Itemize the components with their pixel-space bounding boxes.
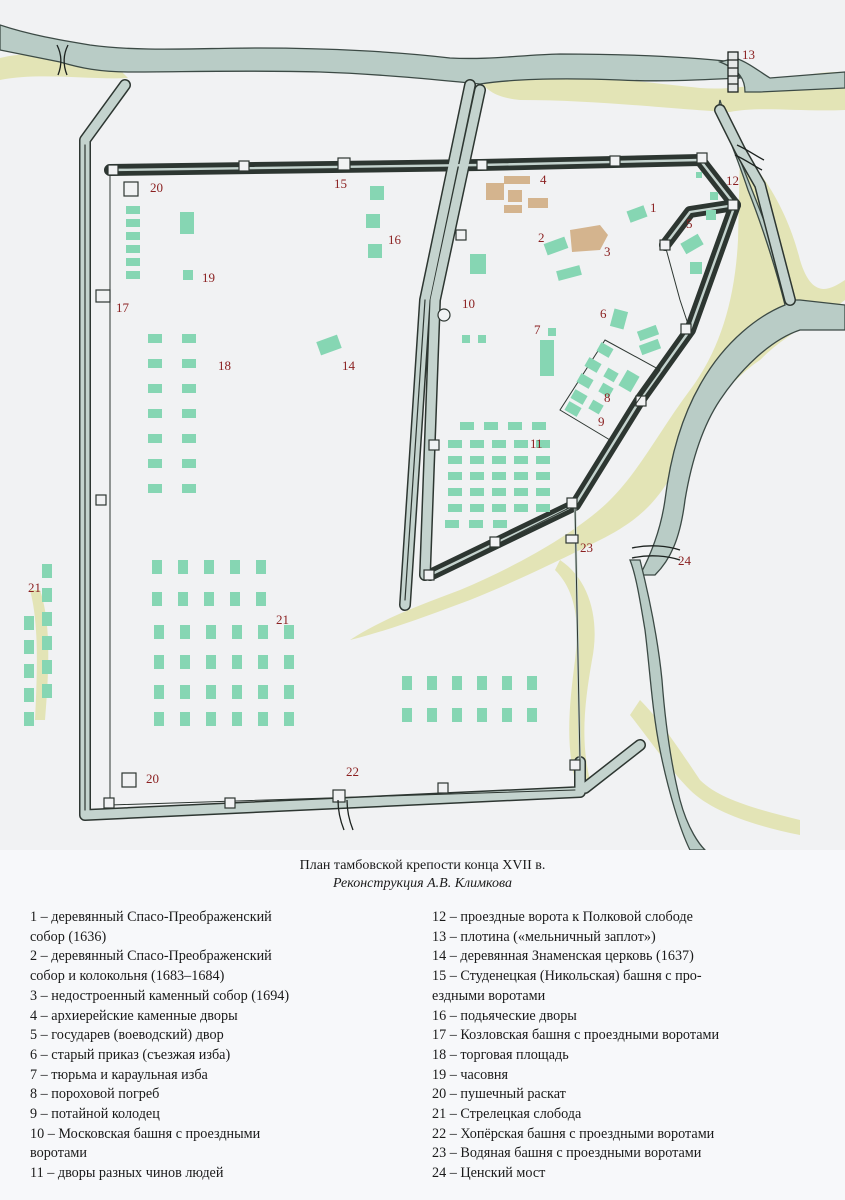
house <box>470 456 484 464</box>
map-label-6: 6 <box>600 306 607 321</box>
house <box>448 472 462 480</box>
legend-item: 8 – пороховой погреб <box>30 1086 160 1103</box>
house <box>126 245 140 253</box>
house <box>154 625 164 639</box>
map-label-8: 8 <box>604 390 611 405</box>
house <box>24 688 34 702</box>
legend-item: ездными воротами <box>432 987 546 1004</box>
legend-item: 1 – деревянный Спасо-Преображенский <box>30 909 272 925</box>
map-label-13: 13 <box>742 47 755 62</box>
house <box>154 685 164 699</box>
map-label-10: 10 <box>462 296 475 311</box>
legend-item: 3 – недостроенный каменный собор (1694) <box>30 987 290 1004</box>
house <box>42 636 52 650</box>
house <box>182 409 196 418</box>
house <box>148 384 162 393</box>
house <box>258 685 268 699</box>
map-label-24: 24 <box>678 553 691 568</box>
map-label-19: 19 <box>202 270 215 285</box>
house <box>527 708 537 722</box>
house <box>477 676 487 690</box>
house <box>402 708 412 722</box>
map-label-22: 22 <box>346 764 359 779</box>
house <box>42 612 52 626</box>
legend-column-right <box>432 908 827 1184</box>
map-label-12: 12 <box>726 173 739 188</box>
house <box>42 660 52 674</box>
house <box>126 258 140 266</box>
legend-item: 9 – потайной колодец <box>30 1106 160 1123</box>
map-label-11: 11 <box>530 436 543 451</box>
house <box>232 712 242 726</box>
legend-item: 10 – Московская башня с проездными <box>30 1125 261 1142</box>
house <box>508 422 522 430</box>
house <box>206 625 216 639</box>
house <box>230 560 240 574</box>
house <box>204 560 214 574</box>
house <box>448 488 462 496</box>
house <box>284 712 294 726</box>
house <box>180 712 190 726</box>
house <box>258 655 268 669</box>
legend-item: 15 – Студенецкая (Никольская) башня с про- <box>432 968 702 985</box>
house <box>484 422 498 430</box>
rivers <box>0 25 845 850</box>
house <box>258 625 268 639</box>
legend-item: 18 – торговая площадь <box>432 1046 569 1063</box>
house <box>258 712 268 726</box>
house <box>469 520 483 528</box>
house <box>154 655 164 669</box>
house <box>536 456 550 464</box>
house <box>492 456 506 464</box>
legend-item: 5 – государев (воеводский) двор <box>30 1027 224 1044</box>
house <box>470 504 484 512</box>
house <box>256 560 266 574</box>
legend-item: 14 – деревянная Знаменская церковь (1637) <box>432 948 694 965</box>
map-label-1: 1 <box>650 200 657 215</box>
house <box>514 456 528 464</box>
legend-item: 6 – старый приказ (съезжая изба) <box>30 1046 231 1063</box>
map-label-18: 18 <box>218 358 231 373</box>
house <box>178 592 188 606</box>
map-label-17: 17 <box>116 300 129 315</box>
legend-item: 4 – архиерейские каменные дворы <box>30 1007 238 1024</box>
house <box>470 472 484 480</box>
legend-item: 21 – Стрелецкая слобода <box>432 1106 582 1123</box>
house <box>284 685 294 699</box>
legend-panel <box>0 850 845 1200</box>
legend-item: 11 – дворы разных чинов людей <box>30 1165 224 1182</box>
house <box>536 504 550 512</box>
house <box>148 334 162 343</box>
legend-item: 7 – тюрьма и караульная изба <box>30 1066 208 1083</box>
house <box>148 484 162 493</box>
house <box>204 592 214 606</box>
house <box>148 409 162 418</box>
map-caption-subtitle: Реконструкция А.В. Климкова <box>332 876 513 891</box>
legend-item: 19 – часовня <box>432 1066 509 1083</box>
house <box>502 708 512 722</box>
house <box>536 472 550 480</box>
legend-item: 24 – Ценский мост <box>432 1165 546 1182</box>
legend-item: 20 – пушечный раскат <box>432 1086 566 1103</box>
house <box>126 206 140 214</box>
house-grids <box>24 206 550 726</box>
house <box>514 504 528 512</box>
house <box>284 655 294 669</box>
house <box>230 592 240 606</box>
house <box>448 456 462 464</box>
legend-item: собор (1636) <box>30 928 107 945</box>
house <box>452 676 462 690</box>
map-label-21: 21 <box>28 580 41 595</box>
house <box>180 655 190 669</box>
legend-item: 16 – подьяческие дворы <box>432 1007 577 1024</box>
map-label-20: 20 <box>150 180 163 195</box>
map-label-15: 15 <box>334 176 347 191</box>
house <box>24 712 34 726</box>
house <box>148 359 162 368</box>
house <box>182 434 196 443</box>
map-label-3: 3 <box>604 244 611 259</box>
map-label-23: 23 <box>580 540 593 555</box>
house <box>178 560 188 574</box>
house <box>532 422 546 430</box>
house <box>42 564 52 578</box>
house <box>182 459 196 468</box>
house <box>470 440 484 448</box>
house <box>182 384 196 393</box>
house <box>470 488 484 496</box>
house <box>452 708 462 722</box>
map-label-4: 4 <box>540 172 547 187</box>
house <box>152 560 162 574</box>
house <box>182 484 196 493</box>
house <box>493 520 507 528</box>
map-label-21: 21 <box>276 612 289 627</box>
house <box>232 625 242 639</box>
house <box>126 232 140 240</box>
house <box>536 488 550 496</box>
legend-item: воротами <box>30 1145 87 1162</box>
house <box>206 712 216 726</box>
legend-item: 22 – Хопёрская башня с проездными воротами <box>432 1125 715 1142</box>
legend-item: собор и колокольня (1683–1684) <box>30 968 225 985</box>
house <box>492 472 506 480</box>
house <box>232 685 242 699</box>
house <box>427 676 437 690</box>
house <box>427 708 437 722</box>
house <box>180 685 190 699</box>
map-label-9: 9 <box>598 414 605 429</box>
house <box>126 271 140 279</box>
house <box>502 676 512 690</box>
legend-item: 23 – Водяная башня с проездными воротами <box>432 1145 702 1162</box>
house <box>182 359 196 368</box>
house <box>206 685 216 699</box>
house <box>448 440 462 448</box>
house <box>445 520 459 528</box>
house <box>24 640 34 654</box>
house <box>42 684 52 698</box>
house <box>206 655 216 669</box>
house <box>402 676 412 690</box>
house <box>514 488 528 496</box>
map-label-2: 2 <box>538 230 545 245</box>
house <box>148 459 162 468</box>
house <box>514 472 528 480</box>
house <box>182 334 196 343</box>
map-label-5: 5 <box>686 216 693 231</box>
house <box>492 440 506 448</box>
legend-item: 2 – деревянный Спасо-Преображенский <box>30 948 272 965</box>
house <box>126 219 140 227</box>
house <box>24 616 34 630</box>
house <box>42 588 52 602</box>
legend-column-left <box>30 908 415 1184</box>
house <box>477 708 487 722</box>
house <box>232 655 242 669</box>
house <box>460 422 474 430</box>
map-label-7: 7 <box>534 322 541 337</box>
house <box>148 434 162 443</box>
house <box>448 504 462 512</box>
map-caption-title: План тамбовской крепости конца XVII в. <box>299 858 546 873</box>
house <box>24 664 34 678</box>
house <box>514 440 528 448</box>
legend-item: 12 – проездные ворота к Полковой слободе <box>432 909 693 925</box>
house <box>180 625 190 639</box>
map-label-14: 14 <box>342 358 355 373</box>
map-label-16: 16 <box>388 232 401 247</box>
house <box>256 592 266 606</box>
legend-item: 13 – плотина («мельничный заплот») <box>432 928 656 945</box>
house <box>492 504 506 512</box>
map-label-20: 20 <box>146 771 159 786</box>
legend-item: 17 – Козловская башня с проездными воротами <box>432 1027 720 1044</box>
house <box>527 676 537 690</box>
house <box>492 488 506 496</box>
house <box>154 712 164 726</box>
house <box>152 592 162 606</box>
house <box>284 625 294 639</box>
